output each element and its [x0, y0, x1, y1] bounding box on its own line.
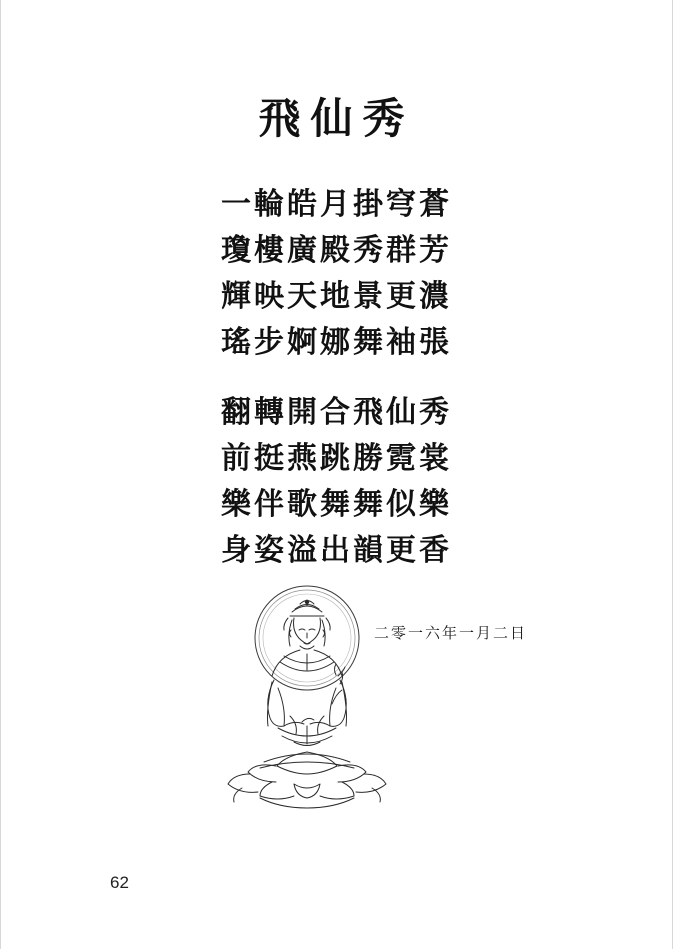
- poem-stanza: [0, 390, 673, 574]
- poem-line: 瓊樓廣殿秀群芳: [221, 233, 452, 268]
- poem-line: 輝映天地景更濃: [221, 279, 452, 314]
- poem-line: 瑤步婀娜舞袖張: [221, 325, 452, 360]
- poem-line: 前挺燕跳勝霓裳: [221, 441, 452, 476]
- poem-body: [0, 182, 673, 574]
- poem-stanza: [0, 182, 673, 366]
- page-title: 飛仙秀: [258, 94, 415, 143]
- page-number: 62: [110, 873, 129, 892]
- poem-line: 身姿溢出韻更香: [221, 533, 452, 568]
- poem-line: 一輪皓月掛穹蒼: [221, 187, 452, 222]
- poem-date: 二零一六年一月二日: [374, 624, 528, 642]
- poem-line: 樂伴歌舞舞似樂: [221, 487, 452, 522]
- poem-line: 翻轉開合飛仙秀: [221, 395, 452, 430]
- seated-bodhisattva-on-lotus-line-drawing: [212, 576, 402, 831]
